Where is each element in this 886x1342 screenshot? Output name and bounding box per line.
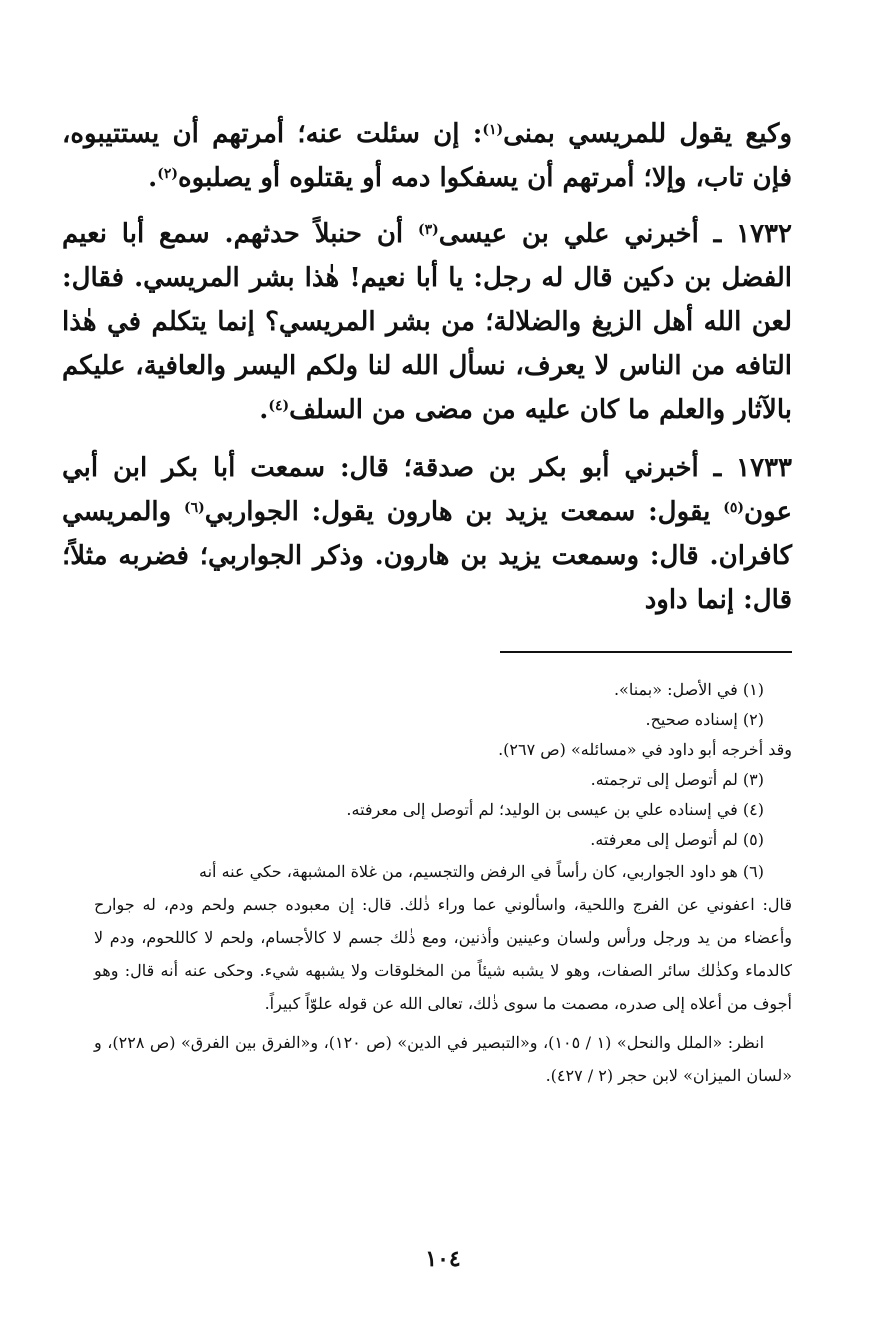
footnote-5: (٥) لم أتوصل إلى معرفته. (590, 830, 764, 849)
text-span: . (259, 395, 269, 425)
paragraph-1732 (62, 212, 792, 432)
references-text: انظر: «الملل والنحل» (١ / ١٠٥)، و«التبصير في الدين» (ص ١٢٠)، و«الفرق بين الفرق» (ص ٢٢٨)، و «لسان الميزان» لابن حجر (٢ / ٤٢٧). (94, 1033, 792, 1085)
text-span: وكيع يقول للمريسي بمنى (503, 119, 792, 149)
footnote-separator (500, 651, 792, 653)
footnote-2: (٢) إسناده صحيح. (645, 710, 764, 729)
hadith-number: ١٧٣٢ (736, 219, 792, 249)
footnote-ref: (٢) (157, 166, 179, 182)
footnote-6-first-line: (٦) هو داود الجواربي، كان رأساً في الرفض والتجسيم، من غلاة المشبهة، حكي عنه أنه (199, 862, 764, 881)
text-span: . (148, 163, 158, 193)
footnote-2-continuation: وقد أخرجه أبو داود في «مسائله» (ص ٢٦٧). (498, 740, 792, 759)
paragraph-1 (62, 112, 792, 200)
footnote-6-references (94, 1026, 792, 1092)
paragraph-1733 (62, 446, 792, 622)
footnote-ref: (٥) (723, 500, 744, 516)
footnote-6 (94, 855, 792, 1020)
footnote-6-body: قال: اعفوني عن الفرج واللحية، واسألوني عما وراء ذٰلك. قال: إن معبوده جسم ولحم ودم، له جوارح وأعضاء من يد ورجل ورأس ولسان وعينين وأذنين، ومع ذٰلك جسم لا كالأجسام، ولحم لا كاللحوم، ودم لا كالدماء وكذٰلك سائر الصفات، وهو لا يشبه شيئاً من المخلوقات ولا يشبهه شيء. وحكى عنه أنه قال: وهو أجوف من أعلاه إلى صدره، مصمت ما سوى ذٰلك، تعالى الله عن قوله علوّاً كبيراً. (94, 895, 792, 1013)
text-span: : إن سئلت عنه؛ أمرتهم أن يستتيبوه، فإن تاب، وإلا؛ أمرتهم أن يسفكوا دمه أو يقتلوه أو يصلبوه (62, 119, 792, 193)
footnote-1: (١) في الأصل: «بمنا». (613, 680, 764, 699)
footnotes (94, 675, 792, 1092)
text-span: ـ أخبرني علي بن عيسى (438, 219, 737, 249)
footnote-ref: (١) (482, 122, 504, 138)
footnote-ref: (٤) (268, 398, 290, 414)
footnote-4: (٤) في إسناده علي بن عيسى بن الوليد؛ لم أتوصل إلى معرفته. (346, 800, 764, 819)
page-number: ١٠٤ (425, 1246, 461, 1272)
footnote-ref: (٣) (418, 222, 439, 238)
text-span: يقول: سمعت يزيد بن هارون يقول: الجواربي (204, 497, 724, 527)
text-span: والمريسي كافران. قال: وسمعت يزيد بن هارون. وذكر الجواربي؛ فضربه مثلاً؛ قال: إنما داود (62, 497, 792, 615)
hadith-number: ١٧٣٣ (736, 453, 792, 483)
footnote-ref: (٦) (183, 500, 205, 516)
footnote-3: (٣) لم أتوصل إلى ترجمته. (590, 770, 764, 789)
text-span: أن حنبلاً حدثهم. سمع أبا نعيم الفضل بن دكين قال له رجل: يا أبا نعيم! هٰذا بشر المريسي. فقال: لعن الله أهل الزيغ والضلالة؛ من بشر المريسي؟ إنما يتكلم في هٰذا التافه من الناس لا يعرف، نسأل الله لنا ولكم اليسر والعافية، عليكم بالآثار والعلم ما كان عليه من مضى من السلف (62, 219, 792, 425)
text-span: ـ أخبرني أبو بكر بن صدقة؛ قال: سمعت أبا بكر ابن أبي عون (62, 453, 793, 527)
main-text (62, 112, 792, 622)
